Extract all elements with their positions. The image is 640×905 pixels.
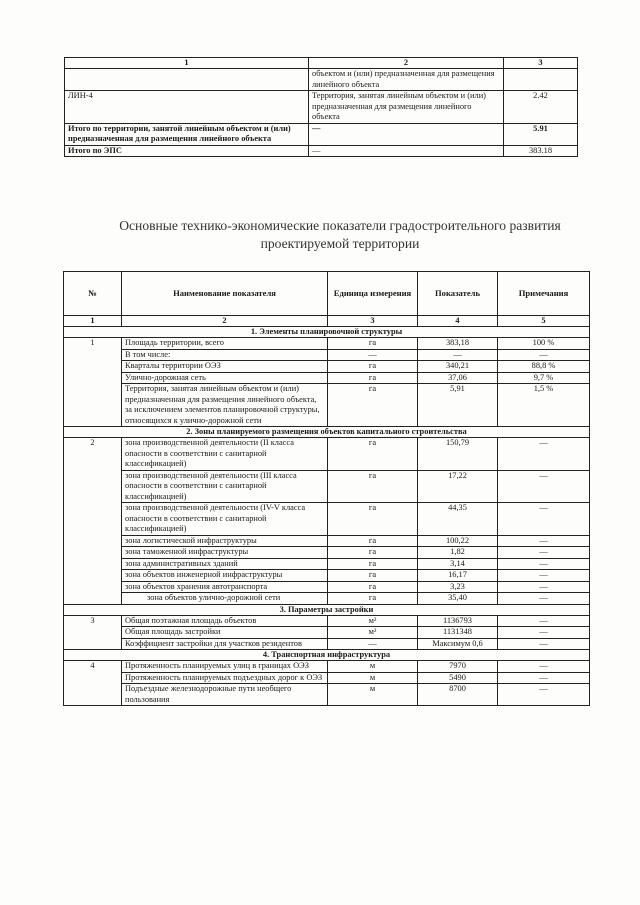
indicator-value: 7970 [418,661,498,673]
column-number: 3 [328,316,418,327]
indicator-value: — [418,349,498,361]
indicator-unit: м² [328,615,418,627]
indicator-name: Кварталы территории ОЭЗ [122,361,328,373]
indicator-note: — [498,503,590,536]
indicator-unit: га [328,503,418,536]
indicator-note: — [498,535,590,547]
indicator-value: 35,40 [418,593,498,605]
top-col-header: 1 [65,58,309,69]
indicator-name: зона логистической инфраструктуры [122,535,328,547]
indicator-name: зона производственной деятельности (IV-V класса опасности в соответствии с санитарной классификацией) [122,503,328,536]
column-number: 2 [122,316,328,327]
row-value: 5.91 [504,123,578,145]
table-row [64,384,590,427]
indicator-note: — [498,672,590,684]
table-row [64,372,590,384]
indicator-value: 8700 [418,684,498,706]
indicator-value: 5490 [418,672,498,684]
header-indicator-name: Наименование показателя [122,272,328,316]
indicator-unit: га [328,535,418,547]
table-row [64,438,590,471]
top-col-header: 2 [309,58,504,69]
indicators-table [63,271,590,706]
table-row [64,593,590,605]
row-name: Итого по территории, занятой линейным объектом и (или) предназначенная для размещения линейного объекта [65,123,309,145]
indicator-value: 5,91 [418,384,498,427]
indicator-value: 3,14 [418,558,498,570]
top-summary-table [64,57,578,157]
table-row [64,470,590,503]
header-notes: Примечания [498,272,590,316]
table-row [64,615,590,627]
indicator-value: 383,18 [418,338,498,350]
section-title: 2. Зоны планируемого размещения объектов капитального строительства [64,427,590,438]
indicator-note: — [498,684,590,706]
indicator-name: Улично-дорожная сеть [122,372,328,384]
indicator-note: 88,8 % [498,361,590,373]
section-header-row [64,327,590,338]
row-description: — [309,145,504,157]
indicator-name: Территория, занятая линейным объектом и (или) предназначенная для размещения линейного объекта, за исключением элементов планировочной структуры, относящихся к улично-дорожной сети [122,384,328,427]
indicator-note: — [498,570,590,582]
row-name: Итого по ЭПС [65,145,309,157]
indicator-note: — [498,615,590,627]
table-row [64,581,590,593]
top-table-row [65,123,578,145]
indicator-unit: га [328,547,418,559]
table-row [64,558,590,570]
indicator-note: — [498,349,590,361]
row-value: 2.42 [504,91,578,124]
indicator-name: Общая поэтажная площадь объектов [122,615,328,627]
header-value: Показатель [418,272,498,316]
header-number: № [64,272,122,316]
table-row [64,349,590,361]
table-row [64,570,590,582]
indicator-name: В том числе: [122,349,328,361]
indicator-unit: га [328,384,418,427]
row-description: объектом и (или) предназначенная для размещения линейного объекта [309,69,504,91]
indicator-name: Общая площадь застройки [122,627,328,639]
indicator-note: — [498,470,590,503]
table-row [64,627,590,639]
top-col-header: 3 [504,58,578,69]
row-description: Территория, занятая линейным объектом и (или) предназначенная для размещения линейного объекта [309,91,504,124]
row-description: — [309,123,504,145]
column-number: 5 [498,316,590,327]
column-number: 4 [418,316,498,327]
header-unit: Единица измерения [328,272,418,316]
indicator-note: — [498,558,590,570]
indicator-unit: га [328,361,418,373]
row-number: 4 [64,661,122,706]
indicator-value: 16,17 [418,570,498,582]
top-table-row [65,145,578,157]
table-row [64,661,590,673]
table-row [64,361,590,373]
indicator-note: — [498,627,590,639]
indicator-note: — [498,438,590,471]
indicator-value: Максимум 0,6 [418,638,498,650]
top-table-row [65,91,578,124]
section-title: 1. Элементы планировочной структуры [64,327,590,338]
indicator-note: 1,5 % [498,384,590,427]
indicator-unit: га [328,438,418,471]
indicator-name: Протяженность планируемых подъездных дорог к ОЭЗ [122,672,328,684]
indicator-value: 100,22 [418,535,498,547]
indicator-unit: — [328,349,418,361]
indicator-name: зона объектов инженерной инфраструктуры [122,570,328,582]
page-title: Основные технико-экономические показатели градостроительного развития проектируемой территории [119,218,561,251]
indicator-unit: м² [328,627,418,639]
row-number: 3 [64,615,122,650]
indicator-note: 9,7 % [498,372,590,384]
row-value: 383.18 [504,145,578,157]
row-name [65,69,309,91]
indicator-note: — [498,638,590,650]
indicator-unit: м [328,672,418,684]
row-number: 1 [64,338,122,427]
indicator-value: 44,35 [418,503,498,536]
section-title: 4. Транспортная инфраструктура [64,650,590,661]
indicator-unit: га [328,338,418,350]
indicator-name: зона объектов улично-дорожной сети [122,593,328,605]
indicator-note: — [498,593,590,605]
indicator-value: 1131348 [418,627,498,639]
indicator-name: зона производственной деятельности (II класса опасности в соответствии с санитарной классификацией) [122,438,328,471]
table-row [64,503,590,536]
indicator-unit: га [328,581,418,593]
indicator-unit: га [328,470,418,503]
column-number-row [64,316,590,327]
indicator-unit: м [328,661,418,673]
table-row [64,638,590,650]
row-value [504,69,578,91]
indicator-note: — [498,661,590,673]
indicator-value: 1,82 [418,547,498,559]
indicator-name: зона производственной деятельности (III класса опасности в соответствии с санитарной классификацией) [122,470,328,503]
indicator-value: 37,06 [418,372,498,384]
indicator-note: 100 % [498,338,590,350]
indicator-unit: га [328,593,418,605]
section-header-row [64,427,590,438]
indicator-name: Протяженность планируемых улиц в границах ОЭЗ [122,661,328,673]
indicator-name: Коэффициент застройки для участков резидентов [122,638,328,650]
indicator-name: Подъездные железнодорожные пути необщего пользования [122,684,328,706]
indicator-name: зона административных зданий [122,558,328,570]
indicator-name: Площадь территории, всего [122,338,328,350]
indicator-unit: га [328,570,418,582]
indicator-name: зона таможенной инфраструктуры [122,547,328,559]
table-row [64,672,590,684]
table-row [64,684,590,706]
indicator-value: 340,21 [418,361,498,373]
section-header-row [64,604,590,615]
indicator-value: 17,22 [418,470,498,503]
top-table-header-row [65,58,578,69]
section-title: 3. Параметры застройки [64,604,590,615]
top-table-row [65,69,578,91]
row-number: 2 [64,438,122,605]
indicator-note: — [498,547,590,559]
indicator-unit: га [328,372,418,384]
table-row [64,547,590,559]
indicator-value: 3,23 [418,581,498,593]
table-row [64,535,590,547]
main-table-header-row [64,272,590,316]
indicator-value: 1136793 [418,615,498,627]
indicator-value: 150,79 [418,438,498,471]
column-number: 1 [64,316,122,327]
indicator-name: зона объектов хранения автотранспорта [122,581,328,593]
indicator-unit: — [328,638,418,650]
indicator-unit: м [328,684,418,706]
indicator-unit: га [328,558,418,570]
section-header-row [64,650,590,661]
row-name: ЛИН-4 [65,91,309,124]
table-row [64,338,590,350]
indicator-note: — [498,581,590,593]
